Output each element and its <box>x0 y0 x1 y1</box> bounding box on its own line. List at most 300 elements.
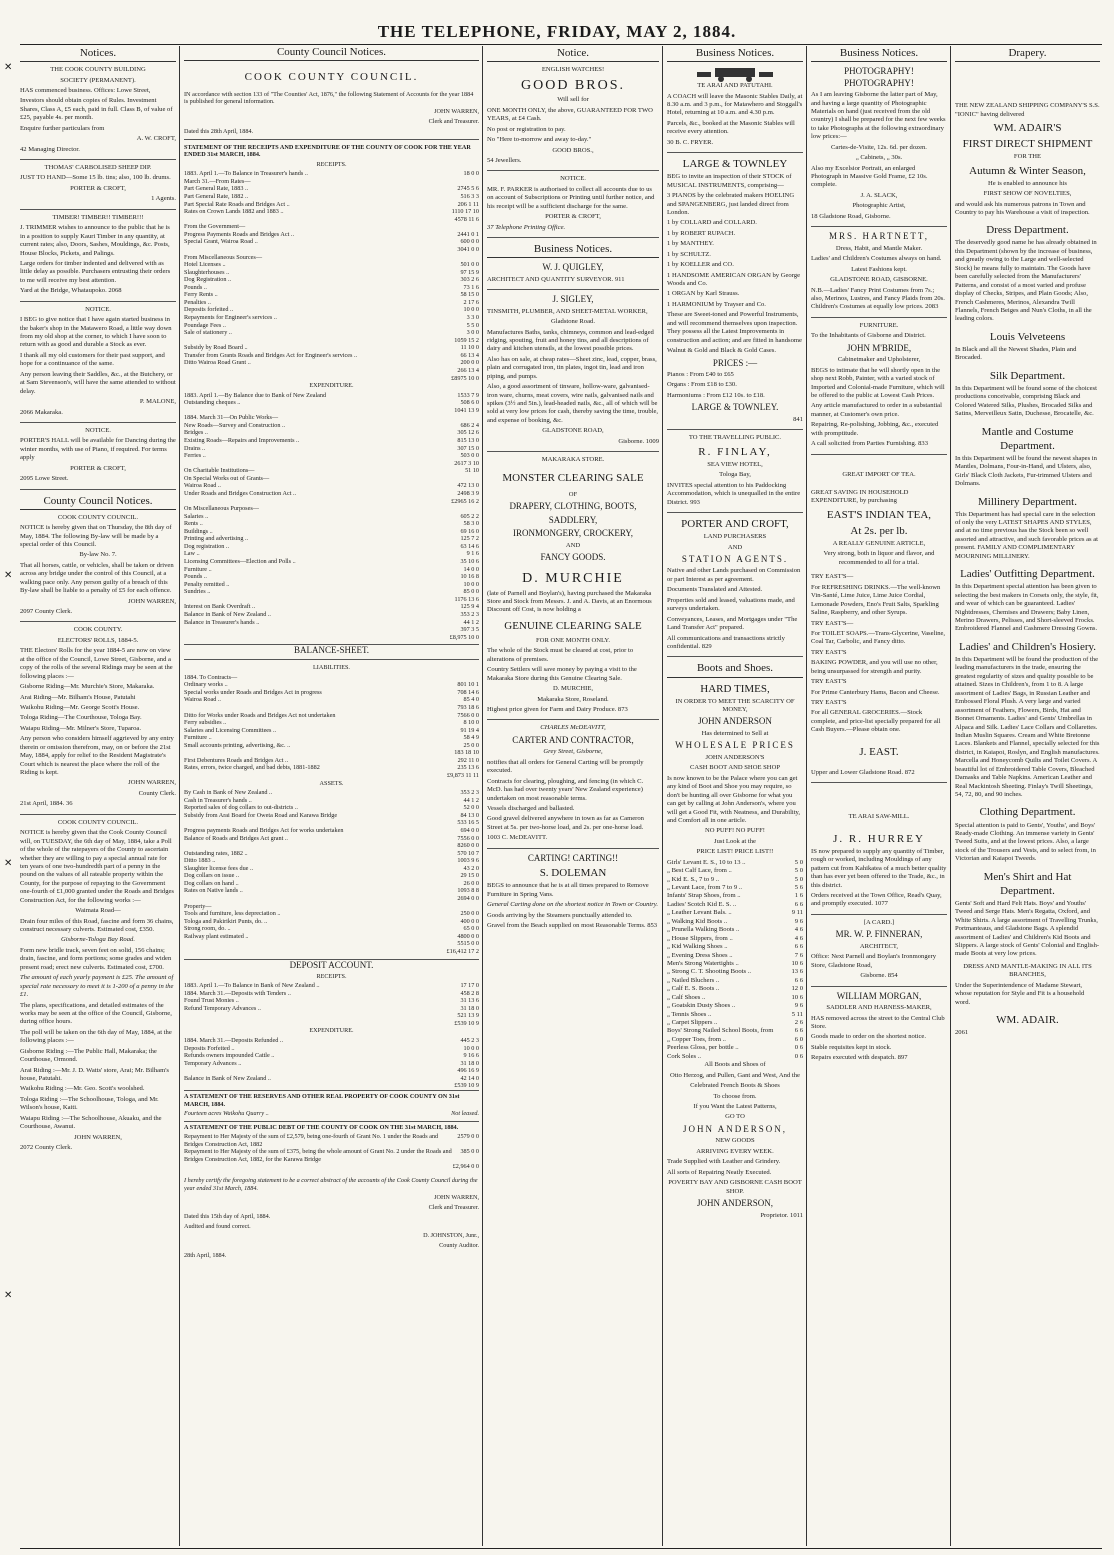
table-row <box>667 985 803 993</box>
column-business-notices-2 <box>811 46 947 1546</box>
advert-line: Organs : From £18 to £30. <box>667 381 737 389</box>
adair-departments <box>955 223 1100 959</box>
row-amount: 0 6 <box>794 1044 803 1052</box>
advert-line: For Prime Canterbury Hams, Bacon and Cheese. <box>811 688 940 696</box>
poll-notice <box>20 819 176 1153</box>
row-label: Part Special Rate Roads and Bridges Act .. <box>184 200 290 208</box>
row-label: Dog Registration .. <box>184 276 232 284</box>
table-row <box>184 990 479 998</box>
table-row <box>184 880 479 888</box>
row-amount: 11 10 0 <box>460 344 479 352</box>
notice-line: I BEG to give notice that I have again started business in the baker's shop in the Matawero Road, a little way down from my old shop at the corner, to which I have soon to return with as good and durable a Stock as ever. <box>20 316 172 349</box>
row-amount: 1093 8 8 <box>457 887 479 895</box>
row-label: Dog registration .. <box>184 542 230 550</box>
department-heading: Dress Department. <box>986 224 1069 237</box>
advert-line: [A CARD.] <box>863 918 895 926</box>
table-row <box>184 727 479 735</box>
row-amount: 472 13 0 <box>457 482 479 490</box>
row-label: Dog collars on hand .. <box>184 879 239 887</box>
advert-line: Just Look at the <box>714 837 756 845</box>
table-row <box>184 997 479 1005</box>
table-row <box>184 704 479 712</box>
table-heading: EXPENDITURE. <box>309 1027 354 1035</box>
table-row <box>184 887 479 895</box>
row-amount: 7556 0 0 <box>457 834 479 842</box>
table-row <box>667 918 803 926</box>
advert-line: The whole of the Stock must be cleared at cost, prior to alterations of premises. <box>487 647 634 663</box>
table-row <box>184 842 479 850</box>
row-amount: 58 15 0 <box>460 291 479 299</box>
hurrey-sawmill-advert <box>811 813 947 915</box>
table-row <box>184 185 479 193</box>
row-amount: 65 0 0 <box>463 925 479 933</box>
notice-line: County Clerk. <box>138 789 176 797</box>
east-tea-advert <box>811 471 947 784</box>
advert-line: A REALLY GENUINE ARTICLE, <box>832 540 926 548</box>
row-amount: 125 7 2 <box>460 535 479 543</box>
table-row <box>184 619 479 627</box>
margin-mark: ✕ <box>4 62 13 73</box>
row-label: Men's Strong Watertights .. <box>667 959 739 967</box>
advert-line: If you Want the Latest Patterns, <box>693 1102 777 1110</box>
advert-line: 2061 <box>955 1029 969 1037</box>
advert-line: 1 HANDSOME AMERICAN ORGAN by George Woods and Co. <box>667 271 801 288</box>
table-row <box>184 367 479 375</box>
department-heading: Mantle and Costume Department. <box>981 425 1074 452</box>
advert-line: Photographic Artist, <box>852 202 906 210</box>
row-amount: 815 13 0 <box>457 437 479 444</box>
advert-line: GENUINE CLEARING SALE <box>504 619 642 632</box>
row-amount: 4 6 <box>794 926 803 934</box>
signature-title: Clerk and Treasurer. <box>428 117 479 125</box>
row-amount: 4578 11 6 <box>454 215 479 223</box>
table-row <box>184 1133 479 1148</box>
advert-line: 1003 C. McDEAVITT. <box>487 834 548 842</box>
advert-line: TRY EAST'S <box>811 648 847 656</box>
row-amount: 14 0 0 <box>463 565 479 573</box>
row-label: „ House Slippers, from .. <box>667 934 733 942</box>
advert-line: Repairs executed with despatch. 897 <box>811 1054 908 1062</box>
advert-line: Goods arriving by the Steamers punctually attended to. <box>487 911 633 919</box>
advert-line: 1 by SCHULTZ. <box>667 250 711 258</box>
advert-line: Documents Translated and Attested. <box>667 586 763 594</box>
row-amount: 8260 0 0 <box>457 842 479 850</box>
table-row <box>184 231 479 239</box>
table-row <box>184 681 479 689</box>
column-separator <box>950 46 951 1546</box>
mbride-furniture-advert <box>811 322 947 455</box>
advert-line: TO THE TRAVELLING PUBLIC. <box>688 434 782 442</box>
table-row <box>184 535 479 543</box>
table-row <box>184 918 479 926</box>
table-row <box>184 1075 479 1083</box>
row-amount: 2694 0 0 <box>457 895 479 903</box>
row-label: Peerless Gloss, per bottle .. <box>667 1044 739 1052</box>
row-label: Subsidy from Arai Board for Oweta Road and Karawa Bridge <box>184 811 338 819</box>
advert-line: EAST'S INDIAN TEA, <box>826 508 932 521</box>
advert-line: JOHN M'BRIDE, <box>846 342 912 353</box>
table-row <box>184 1148 479 1163</box>
table-row <box>184 982 479 990</box>
table-row <box>184 925 479 933</box>
advert-line: A COACH will leave the Masonic Stables Daily, at 8.30 a.m. and 3 p.m., for Matawhero and Stoggall's Hotel, returning at 10 a.m. and 4.30 p.m. <box>667 92 803 117</box>
row-label: Cork Soles .. <box>667 1052 702 1060</box>
row-amount: 63 14 6 <box>460 542 479 550</box>
notice-line: ELECTORS' ROLLS, 1884-5. <box>57 636 139 644</box>
quigley-advert <box>487 262 659 290</box>
row-label: Repayment to Her Majesty of the sum of £375, being the whole amount of Grant No. 2 under the Roads and Bridges Construction Act, 1882, for the Karawa Bridge <box>184 1148 452 1163</box>
row-label: „ Leather Levant Bals. .. <box>667 909 732 917</box>
advert-line: MRS. HARTNETT, <box>828 231 930 242</box>
notice-line: Waiapu Riding—Mr. Milner's Store, Tuparoa. <box>20 724 141 732</box>
row-amount: £539 10 9 <box>454 1019 479 1027</box>
advert-line: TRY EAST'S— <box>811 619 854 627</box>
row-amount: 508 6 0 <box>460 399 479 407</box>
row-label: Ditto Wairoa Road Grant .. <box>184 359 251 367</box>
expenditure-table <box>184 392 479 642</box>
table-row <box>184 208 479 216</box>
table-row <box>667 884 803 892</box>
advert-line: Pianos : From £40 to £65 <box>667 371 734 379</box>
row-amount: £16,412 17 2 <box>446 947 479 955</box>
table-row <box>184 865 479 873</box>
advert-line: GO TO <box>725 1113 745 1121</box>
notice-line: Form new bridle track, seven feet on solid, 156 chains; drain, fascine, and form portions; some grades and widen present road; erect new culverts. Estimated cost, £700. <box>20 946 172 971</box>
advert-line: INVITES special attention to his Paddocking Accommodation, which is unequalled in the entire District. 993 <box>667 481 801 506</box>
advert-line: SADDLER AND HARNESS-MAKER, <box>826 1004 932 1012</box>
row-label: Subsidy by Road Board .. <box>184 344 248 352</box>
row-amount: 250 0 0 <box>460 910 479 918</box>
advert-line: R. FINLAY, <box>698 445 772 458</box>
advert-line: 3 PIANOS by the celebrated makers HOELING and SPANGENBERG, just landed direct from London. <box>667 192 795 216</box>
row-amount: 58 4 9 <box>463 734 479 742</box>
advert-line: For TOILET SOAPS.—Trans-Glycerine, Vaseline, Coal Tar, Carbolic, and Fancy ditto. <box>811 629 946 646</box>
row-label: Wairoa Road .. <box>184 696 221 704</box>
advert-line: IN ORDER TO MEET THE SCARCITY OF MONEY, <box>675 697 795 714</box>
row-label: Pounds .. <box>184 573 207 581</box>
row-label: Found Trust Monies .. <box>184 997 239 1005</box>
advert-line: Orders received at the Town Office, Read's Quay, and promptly executed. 1077 <box>811 892 942 908</box>
row-amount: 1003 9 6 <box>457 857 479 865</box>
top-rule <box>20 44 1102 45</box>
table-row <box>184 857 479 865</box>
advert-line: Cabinetmaker and Upholsterer, <box>837 356 921 364</box>
row-amount: 5 0 <box>794 867 803 875</box>
malone-notice <box>20 306 176 423</box>
advert-line: No post or registration to pay. <box>487 125 566 133</box>
table-row <box>184 178 479 186</box>
row-label: „ Best Calf Lace, from .. <box>667 867 732 875</box>
notice-line: COOK COUNTY COUNCIL. <box>57 513 139 521</box>
advert-line: PORTER AND CROFT, <box>681 518 789 531</box>
row-amount: £8975 10 0 <box>451 374 479 382</box>
row-label: Railway plant estimated .. <box>184 932 249 940</box>
hartnett-advert <box>811 231 947 318</box>
row-label: Pounds .. <box>184 283 207 291</box>
council-title: COOK COUNTY COUNCIL. <box>244 71 419 84</box>
row-label: 1884. March 31.—Deposits Refunded .. <box>184 1037 283 1044</box>
porter-croft-advert <box>667 517 803 657</box>
advert-line: Also my Excelsior Portrait, an enlarged Photograph in Massive Gold Frame, £2 10s. complete. <box>811 164 928 189</box>
row-amount: 10 6 <box>791 993 803 1001</box>
advert-line: To the Inhabitants of Gisborne and District. <box>811 332 926 340</box>
row-label: Rates, errors, twice charged, and bad debts, 1881-1882 <box>184 764 320 772</box>
debt-table <box>184 1133 479 1171</box>
table-row <box>184 566 479 574</box>
advert-line: BEGS to intimate that he will shortly open in the shop next Robb, Painter, with a varied stock of Imported and Colonial-made Furniture, which will be offered to the public at Lowest Cash Prices. <box>811 366 945 399</box>
notice-line: The plans, specifications, and detailed estimates of the works may be seen at the office of the Council, Gisborne, during office hours. <box>20 1001 172 1026</box>
row-amount: 708 14 6 <box>457 688 479 696</box>
advert-line: D. MURCHIE, <box>552 685 594 693</box>
advert-line: NEW GOODS <box>715 1137 755 1145</box>
table-row <box>184 437 479 445</box>
row-amount: 125 9 4 <box>460 603 479 611</box>
row-amount: 44 1 2 <box>463 618 479 626</box>
row-label: Under Roads and Bridges Construction Act .. <box>184 489 297 497</box>
row-amount: 10 0 0 <box>463 580 479 588</box>
row-amount: 4800 0 0 <box>457 932 479 940</box>
row-label: Tools and furniture, less depreciation .. <box>184 910 281 918</box>
advert-line: POVERTY BAY AND GISBORNE CASH BOOT SHOP. <box>668 1179 802 1195</box>
advert-line: Highest price given for Farm and Dairy Produce. 873 <box>487 706 628 714</box>
large-townley-advert <box>667 157 803 430</box>
notice-line: 21st April, 1884. 36 <box>20 800 73 808</box>
row-amount: 17 17 0 <box>460 982 479 990</box>
row-amount: 66 13 4 <box>460 351 479 359</box>
column-separator <box>482 46 483 1546</box>
table-heading: EXPENDITURE. <box>309 382 354 390</box>
table-row <box>667 1002 803 1010</box>
row-amount: 44 1 2 <box>463 796 479 804</box>
row-label: From Miscellaneous Sources— <box>184 253 263 261</box>
department-text: Gents' Soft and Hard Felt Hats. Boys' and Youths' Tweed and Serge Hats. Men's Regatta, Oxford, and White Shirts. A large assortment of Travelling Trunks, Portmanteaus, and Gladstone Bags. A splendid assortment of Ladies' and Children's Kid Boots and Slippers. A large stock of Gents' Colonial and English-made Boots at very low prices. <box>955 899 1100 958</box>
row-label: „ Calf Shoes .. <box>667 993 706 1001</box>
table-row <box>184 588 479 596</box>
notice-line: Arai Riding :—Mr. J. D. Watts' store, Arai; Mr. Bilham's house, Patutahi. <box>20 1066 169 1083</box>
table-row <box>184 528 479 536</box>
row-label: Repayments for Engineer's services .. <box>184 314 277 321</box>
timber-notice <box>20 214 176 302</box>
row-amount: 2 6 <box>794 1019 803 1027</box>
table-row <box>184 337 479 345</box>
certify-text: I hereby certify the foregoing statement to be a correct abstract of the accounts of the Cook County Council during the year ended 31st March, 1884. <box>184 1177 478 1192</box>
column-drapery <box>955 46 1100 1546</box>
dated-line: Dated this 28th April, 1884. <box>184 128 479 140</box>
department-text: Special attention is paid to Gents', Youths', and Boys' Ready-made Clothing. An immense variety in Gents' Tweed Suits, and at the lowest prices. Also, a large stock of the Trousers and Vests, and to select from, in Victorian and Kaiapoi Tweeds. <box>955 821 1096 863</box>
table-row <box>184 490 479 498</box>
row-label: Salaries .. <box>184 512 209 520</box>
advert-line: Repairing, Re-polishing, Jobbing, &c., executed with promptitude. <box>811 421 939 437</box>
advert-line: NOTICE. <box>560 175 586 183</box>
advert-line: GREAT SAVING IN HOUSEHOLD EXPENDITURE, by purchasing <box>811 489 909 505</box>
row-label: Printing and advertising .. <box>184 535 249 543</box>
row-amount: 73 1 6 <box>463 283 479 291</box>
row-amount: 307 15 0 <box>457 444 479 452</box>
row-label: Poundage Fees .. <box>184 321 226 329</box>
advert-line: THE NEW ZEALAND SHIPPING COMPANY'S S.S. "IONIC" having delivered <box>955 102 1100 118</box>
row-amount: £2,964 0 0 <box>452 1163 479 1171</box>
notice-line: 2066 Makaraka. <box>20 408 63 416</box>
notice-line: I thank all my old customers for their past support, and hope for a continuance of the same. <box>20 351 165 368</box>
table-row <box>184 742 479 750</box>
column-business-notices <box>667 46 803 1546</box>
department-heading: Ladies' and Children's Hosiery. <box>958 640 1097 653</box>
row-amount: 6 6 <box>794 943 803 951</box>
advert-line: 1 by KOELLER and CO. <box>667 261 734 269</box>
row-label: Progress Payments Roads and Bridges Act .. <box>184 230 294 238</box>
table-row <box>184 696 479 704</box>
table-row <box>184 850 479 858</box>
advert-line: Native and other Lands purchased on Commission or part Interest as per agreement. <box>667 567 801 583</box>
bottom-rule <box>20 1548 1102 1549</box>
row-amount: 85 0 0 <box>463 588 479 596</box>
masthead: THE TELEPHONE, FRIDAY, MAY 2, 1884. <box>377 22 737 41</box>
row-amount: 694 0 0 <box>460 826 479 834</box>
table-row <box>667 1053 803 1061</box>
table-row <box>184 513 479 521</box>
row-amount: 2 17 6 <box>463 298 479 306</box>
row-amount: 91 19 4 <box>460 726 479 734</box>
row-label: Existing Roads—Repairs and Improvements .. <box>184 437 300 444</box>
table-row <box>184 429 479 437</box>
row-label: Slaughterhouses .. <box>184 268 230 276</box>
advert-line: N.B.—Ladies' Fancy Print Costumes from 7s.; also, Merinos, Lustres, and Fancy Plaids from 20s. Children's Costumes at equally low prices. 2083 <box>811 286 945 311</box>
department-heading: Millinery Department. <box>978 495 1077 508</box>
advert-line: LARGE & TOWNLEY <box>682 158 788 171</box>
advert-line: Latest Fashions kept. <box>851 265 907 273</box>
advert-line: Celebrated French Boots & Shoes <box>690 1082 780 1090</box>
table-row <box>184 558 479 566</box>
row-label: Balance in Bank of New Zealand .. <box>184 1074 271 1082</box>
advert-line: These are Sweet-toned and Powerful Instruments, and will recommend themselves upon inspection. They possess all the Latest Improvements in construction and action; and are fitted in handsome <box>667 311 802 344</box>
row-label: Special works under Roads and Bridges Act in progress <box>184 688 322 696</box>
advert-line: IS now prepared to supply any quantity of Timber, rough or worked, including Mouldings of any pattern cut from Kahikatea of a much better quality than has ever yet been offered to the Trade, &c., in this district. <box>811 847 947 889</box>
row-label: „ Tennis Shoes .. <box>667 1010 712 1018</box>
row-label: Temporary Advances .. <box>184 1059 242 1067</box>
notice-line: HAS commenced business. Offices: Lowe Street, <box>20 86 151 94</box>
advert-line: Manufactures Baths, tanks, chimneys, common and lead-edged ridging, spouting, fruit and honey tins, and all descriptions of dairy and kitchen utensils, at the lowest possible prices. <box>487 328 654 353</box>
advert-line: Cartes-de-Visite, 12s. 6d. per dozen. <box>831 143 927 151</box>
notice-line: 1 Agents. <box>151 195 176 203</box>
advert-line: MAKARAKA STORE. <box>541 456 605 464</box>
row-amount: £2965 16 2 <box>451 497 479 505</box>
advert-line: Harmoniums : From £12 10s. to £18. <box>667 391 765 399</box>
row-amount: 6 0 <box>794 1035 803 1043</box>
row-amount: £9,873 11 11 <box>446 772 479 780</box>
table-row <box>184 1163 479 1171</box>
notice-line: The poll will be taken on the 6th day of May, 1884, at the following places :— <box>20 1028 172 1045</box>
notice-line: TIMBER! TIMBER!! TIMBER!!! <box>52 213 144 221</box>
advert-line: ARRIVING EVERY WEEK. <box>696 1147 774 1155</box>
notice-line: Any person who considers himself aggrieved by any entry therein or omission therefrom, may, on or before the 21st May, 1884, apply for relief to the Resident Magistrate's Court which is nearest the place where the roll of the Riding is kept. <box>20 735 174 777</box>
row-label: Special Grant, Wairoa Road .. <box>184 238 258 246</box>
doleman-advert <box>487 853 659 931</box>
assets-table <box>184 789 479 955</box>
row-amount: 7566 0 0 <box>457 711 479 719</box>
advert-line: Good gravel delivered anywhere in town as far as Cameron Street at 5s. per two-horse load, and 2s. per one-horse load. <box>487 815 644 831</box>
row-label: Deposits forfeited .. <box>184 306 234 314</box>
row-label: Strong room, do. .. <box>184 925 231 933</box>
advert-line: Country Settlers will save money by paying a visit to the Makaraka Store during this Genuine Clearing Sale. <box>487 666 637 682</box>
table-row <box>184 452 479 460</box>
row-label: Buildings .. <box>184 527 213 535</box>
row-amount: 458 2 8 <box>460 989 479 997</box>
row-label: Furniture .. <box>184 734 212 742</box>
advert-line: As I am leaving Gisborne the latter part of May, and having a large quantity of Photographic Materials on hand (just received from the old country) I shall be prepared for the next few weeks to take Photographs at the following extraordinary low prices:— <box>811 91 946 141</box>
advert-line: LARGE & TOWNLEY. <box>691 402 779 413</box>
row-label: On Miscellaneous Purposes— <box>184 505 259 513</box>
column-council-accounts <box>184 46 479 1546</box>
row-amount: 235 13 6 <box>457 764 479 772</box>
margin-mark: ✕ <box>4 570 13 581</box>
row-label: „ Nailed Bluchers .. <box>667 976 720 984</box>
row-amount: 501 0 0 <box>460 261 479 269</box>
row-amount: 793 18 6 <box>457 703 479 711</box>
advert-line: 1 by ROBERT RUPACH. <box>667 229 736 237</box>
column-notice <box>487 46 659 1546</box>
notice-line: Investors should obtain copies of Rules. Investment Shares, Class A, £5 each, paid in full. Class B, of value of £25, payable 4s. per month. <box>20 97 173 122</box>
table-row <box>667 926 803 934</box>
notice-line: 42 Managing Director. <box>20 145 80 153</box>
advert-line: Gravel from the Beach supplied on most Reasonable Terms. 853 <box>487 922 658 930</box>
notice-line: Tologa Riding—The Courthouse, Tologa Bay. <box>20 714 142 722</box>
advert-line: Will sell for <box>557 96 589 104</box>
audited-line: Audited and found correct. <box>184 1222 251 1230</box>
row-amount: 400 0 0 <box>460 917 479 925</box>
row-label: First Debentures Roads and Bridges Act .. <box>184 756 289 764</box>
table-heading: RECEIPTS. <box>316 160 347 168</box>
row-amount: 5 0 <box>794 875 803 883</box>
row-amount: 7 6 <box>794 951 803 959</box>
row-label: March 31.—From Rates— <box>184 177 251 185</box>
row-amount: £8,975 10 0 <box>449 633 479 641</box>
row-label: Ordinary works .. <box>184 681 228 689</box>
row-amount: £539 10 9 <box>454 1082 479 1090</box>
advert-line: „ Cabinets, „ 30s. <box>855 154 903 162</box>
row-label: Cash in Treasurer's hands .. <box>184 796 252 804</box>
notice-line: Arai Riding—Mr. Bilham's House, Patutahi <box>20 693 136 701</box>
row-label: Ladies' Scotch Kid E. S. .. <box>667 900 737 908</box>
table-row <box>184 835 479 843</box>
row-amount: 2441 0 1 <box>457 230 479 238</box>
table-row <box>184 1005 479 1013</box>
advert-line: LAND PURCHASERS <box>703 533 767 541</box>
table-row <box>184 872 479 880</box>
table-row <box>184 772 479 780</box>
row-amount: 266 13 4 <box>457 366 479 374</box>
table-row <box>184 550 479 558</box>
row-amount: 26 0 0 <box>463 879 479 887</box>
table-row <box>184 216 479 224</box>
notice-line: THE Electors' Rolls for the year 1884-5 are now on view at the office of the Council, Lowe Street, Gisborne, and a copy of the rolls of the several Ridings may be seen at the following places :— <box>20 647 173 680</box>
notice-line: That all horses, cattle, or vehicles, shall be taken or driven across any bridge under the control of this Council, at a walking pace only. Any person guilty of a breach of this By-law shall be liable to a penalty of £5 for each offence. <box>20 561 174 595</box>
notice-line: NOTICE is hereby given that on Thursday, the 8th day of May, 1884. The following By-law will be made by a special order of this Council. <box>20 524 172 548</box>
notice-line: Drain four miles of this Road, fascine and form 36 chains, construct necessary culverts. Estimated cost, £350. <box>20 917 174 934</box>
advert-line: CHARLES McDEAVITT, <box>540 724 606 732</box>
row-label: Ditto for Works under Roads and Bridges Act not undertaken <box>184 711 336 719</box>
margin-mark: ✕ <box>4 1290 13 1301</box>
row-label: 1884. To Contracts— <box>184 673 238 681</box>
advert-line: Parcels, &c., booked at the Masonic Stables will receive every attention. <box>667 119 795 136</box>
notice-line: Waikohu Riding—Mr. George Scott's House. <box>20 703 140 711</box>
advert-line: JOHN ANDERSON, <box>682 1123 787 1134</box>
advert-line: Vessels discharged and ballasted. <box>487 805 575 813</box>
notice-line: P. MALONE, <box>139 398 176 406</box>
table-row <box>184 306 479 314</box>
row-label: Transfer from Grants Roads and Bridges Act for Engineer's services .. <box>184 351 358 359</box>
table-row <box>667 943 803 951</box>
advert-line: Very strong, both in liquor and flavor, and recommended to all for a trial. <box>823 550 935 566</box>
